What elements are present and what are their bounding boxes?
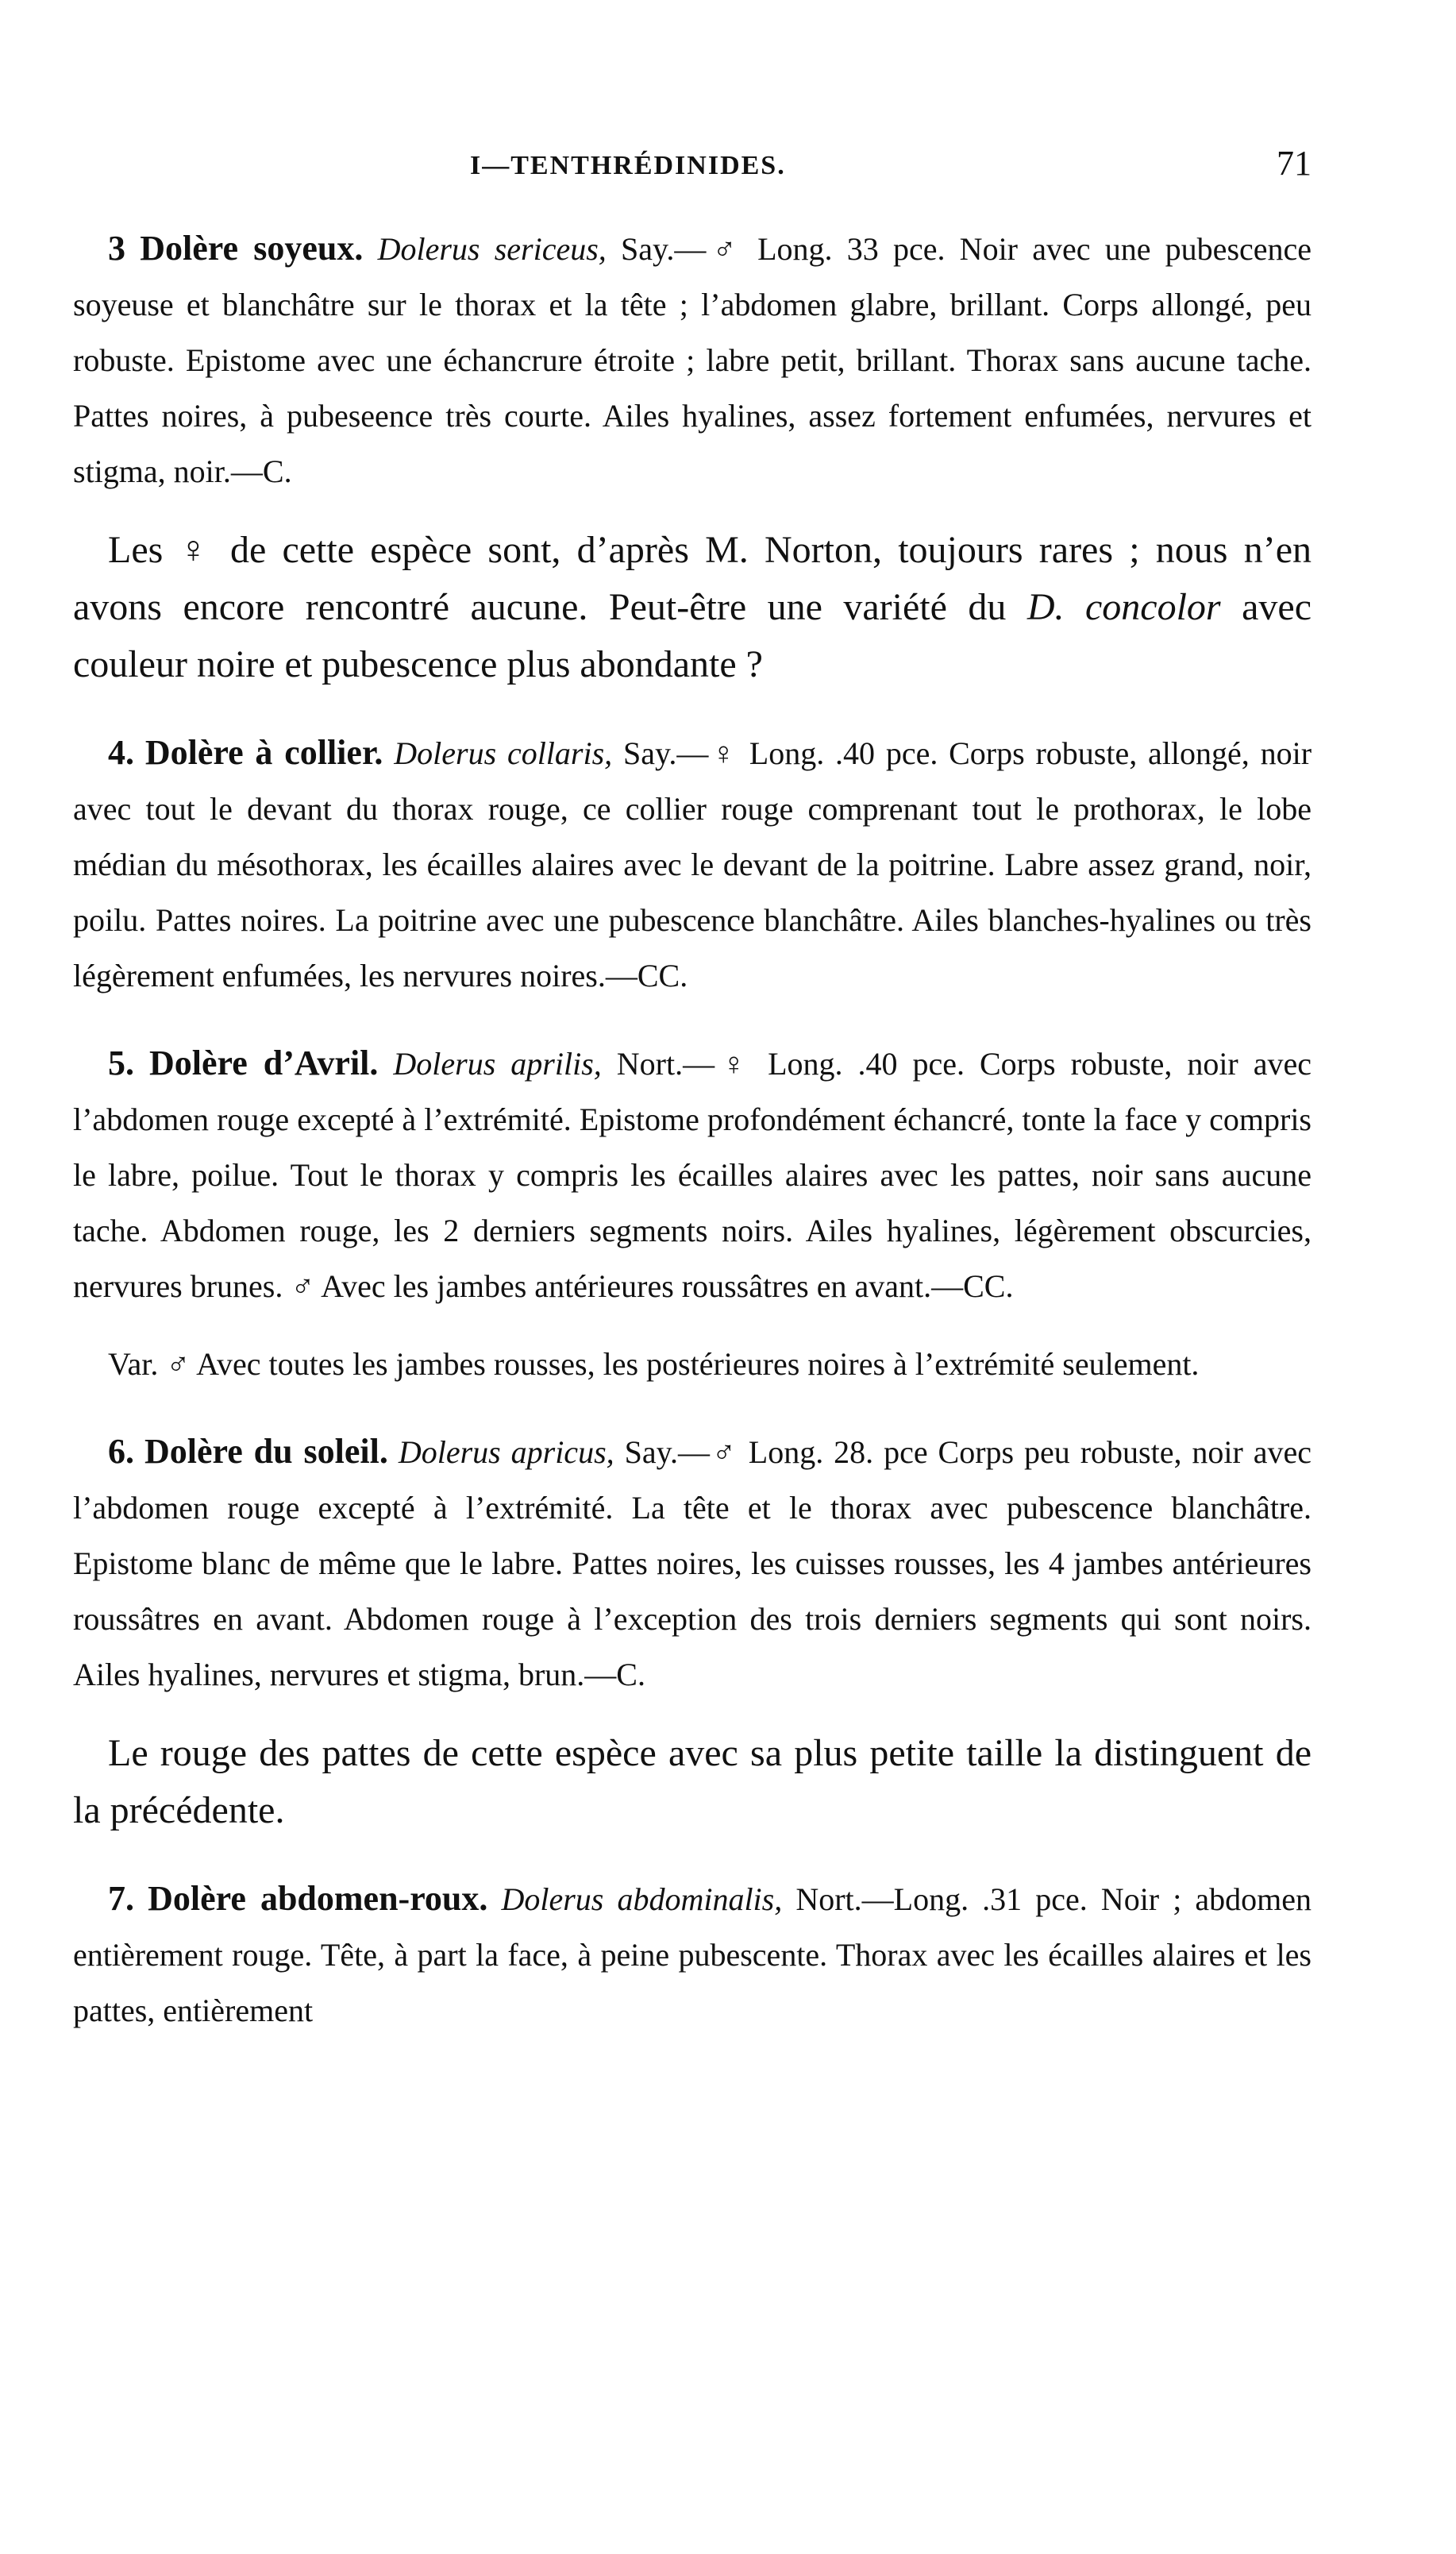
- entry-7: [73, 1871, 1312, 2039]
- entry-description: Nort.—♀ Long. .40 pce. Corps robuste, noir avec l’abdomen rouge excepté à l’extrémité. Epistome profondément échancré, tonte la face y compris le labre, poilue. Tout le thorax y compris les écailles alaires avec les pattes, noir sans aucune tache. Abdomen rouge, les 2 derniers segments noirs. Ailes hyalines, légèrement obscurcies, nervures brunes. ♂ Avec les jambes antérieures roussâtres en avant.—CC.: [73, 1046, 1312, 1304]
- running-title: I—TENTHRÉDINIDES.: [470, 151, 786, 180]
- entry-description: Say.—♀ Long. .40 pce. Corps robuste, allongé, noir avec tout le devant du thorax rouge, ce collier rouge comprenant tout le prothorax, le lobe médian du mésothorax, les écailles alaires avec le devant de la poitrine. Labre assez grand, noir, poilu. Pattes noires. La poitrine avec une pubescence blanchâtre. Ailes blanches-hyalines ou très légèrement enfumées, les nervures noires.—CC.: [73, 735, 1312, 993]
- page-number: 71: [1277, 144, 1312, 183]
- entry-4: [73, 725, 1312, 1004]
- entry-description: Nort.—Long. .31 pce. Noir ; abdomen entièrement rouge. Tête, à part la face, à peine pubescente. Thorax avec les écailles alaires et les pattes, entièrement: [73, 1881, 1312, 2028]
- note-text-end: avec couleur noire et pubescence plus abondante ?: [73, 586, 1312, 685]
- entry-name-fr: Dolère d’Avril.: [149, 1044, 379, 1082]
- entry-name-latin: Dolerus sericeus,: [377, 231, 607, 267]
- variety-paragraph: Var. ♂ Avec toutes les jambes rousses, les postérieures noires à l’extrémité seulement.: [108, 1346, 1200, 1382]
- entry-name-latin: Dolerus apricus,: [398, 1434, 614, 1470]
- entry-name-latin: Dolerus aprilis,: [393, 1046, 602, 1082]
- note-text-start: Les ♀ de cette espèce sont, d’après M. Norton, toujours rares ; nous n’en avons encore rencontré aucune. Peut-être une variété du: [73, 529, 1312, 628]
- entry-number: 7.: [108, 1879, 134, 1918]
- note-paragraph: [73, 522, 1312, 693]
- entry-number: 6.: [108, 1432, 134, 1471]
- entry-6: [73, 1424, 1312, 1703]
- entry-name-fr: Dolère abdomen-roux.: [148, 1879, 488, 1918]
- entry-number: 5.: [108, 1044, 134, 1082]
- page: [73, 143, 1312, 2039]
- note-species-name: D. concolor: [1027, 586, 1221, 628]
- entry-5: [73, 1036, 1312, 1314]
- entry-name-fr: Dolère à collier.: [144, 733, 383, 772]
- entry-description: Say.—♂ Long. 28. pce Corps peu robuste, noir avec l’abdomen rouge excepté à l’extrémité. La tête et le thorax avec pubescence blanchâtre. Epistome blanc de même que le labre. Pattes noires, les cuisses rousses, les 4 jambes antérieures roussâtres en avant. Abdomen rouge à l’exception des trois derniers segments qui sont noirs. Ailes hyalines, nervures et stigma, brun.—C.: [73, 1434, 1312, 1692]
- entry-name-fr: Dolère soyeux.: [140, 229, 364, 268]
- entry-name-latin: Dolerus collaris,: [394, 735, 613, 771]
- entry-3: [73, 221, 1312, 500]
- entry-name-fr: Dolère du soleil.: [144, 1432, 388, 1471]
- entry-number: 3: [108, 229, 125, 268]
- note-paragraph: Le rouge des pattes de cette espèce avec sa plus petite taille la distinguent de la précédente.: [73, 1732, 1312, 1831]
- entry-name-latin: Dolerus abdominalis,: [501, 1881, 783, 1917]
- running-head: [73, 143, 1312, 199]
- entry-description: Say.—♂ Long. 33 pce. Noir avec une pubescence soyeuse et blanchâtre sur le thorax et la tête ; l’abdomen glabre, brillant. Corps allongé, peu robuste. Epistome avec une échancrure étroite ; labre petit, brillant. Thorax sans aucune tache. Pattes noires, à pubeseence très courte. Ailes hyalines, assez fortement enfumées, nervures et stigma, noir.—C.: [73, 231, 1312, 489]
- entry-number: 4.: [108, 733, 134, 772]
